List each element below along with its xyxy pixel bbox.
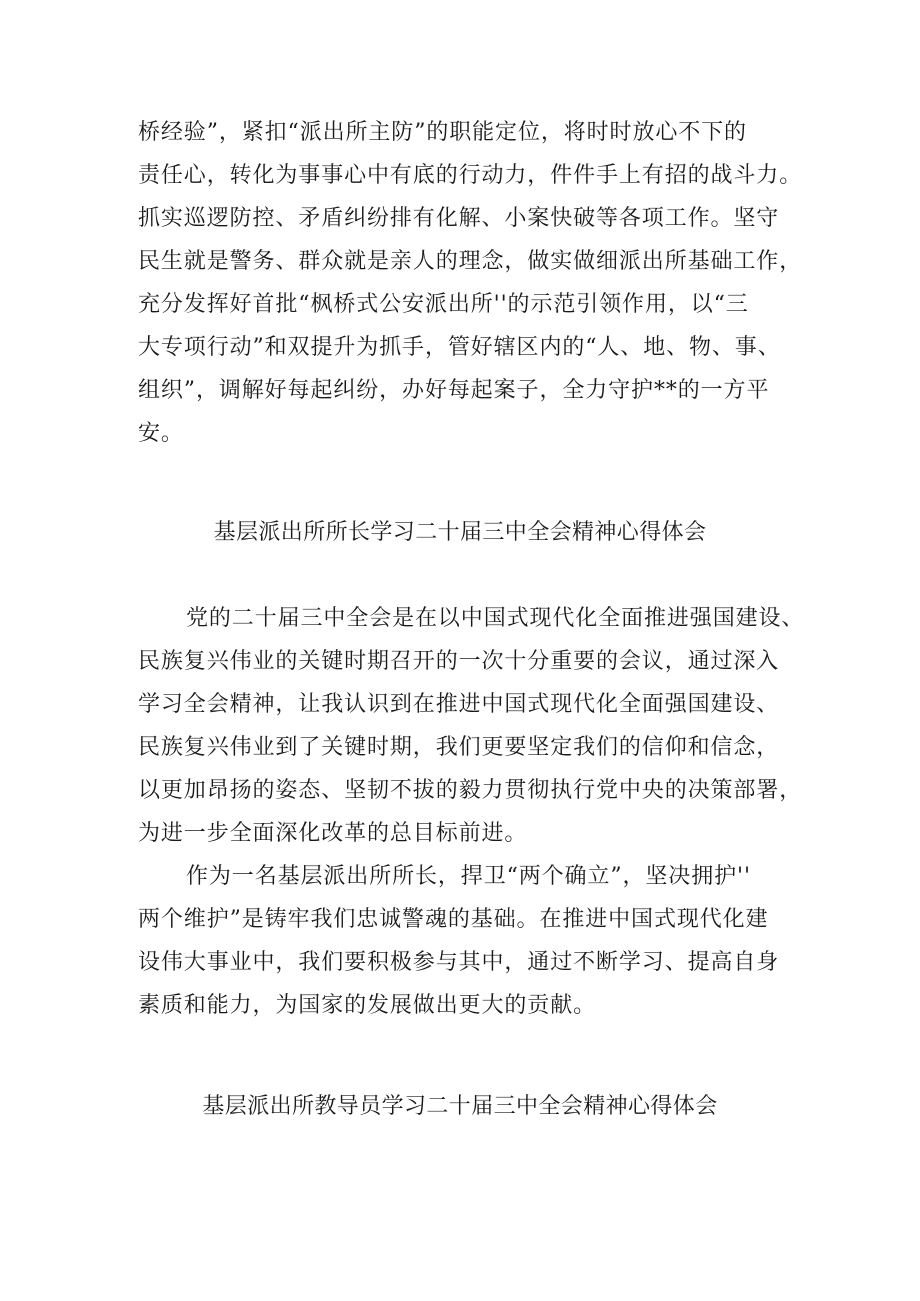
body-line: 安。	[138, 421, 184, 446]
body-line: 两个维护”是铸牢我们忠诚警魂的基础。在推进中国式现代化建	[138, 907, 769, 932]
body-line: 学习全会精神，让我认识到在推进中国式现代化全面强国建设、	[138, 692, 780, 717]
body-line: 为进一步全面深化改革的总目标前进。	[138, 821, 528, 846]
body-line: 素质和能力，为国家的发展做出更大的贡献。	[138, 993, 597, 1018]
body-line: 责任心，转化为事事心中有底的行动力，件件手上有招的战斗力。	[138, 163, 803, 188]
article-title: 基层派出所所长学习二十届三中全会精神心得体会	[213, 520, 707, 545]
body-line: 党的二十届三中全会是在以中国式现代化全面推进强国建设、	[186, 606, 805, 631]
body-line: 作为一名基层派出所所长，捍卫“两个确立”，坚决拥护''	[186, 864, 751, 889]
body-line: 设伟大事业中，我们要积极参与其中，通过不断学习、提高自身	[138, 950, 780, 975]
body-line: 充分发挥好首批“枫桥式公安派出所''的示范引领作用，以“三	[138, 292, 749, 317]
body-line: 以更加昂扬的姿态、坚韧不拔的毅力贯彻执行党中央的决策部署，	[138, 778, 803, 803]
body-line: 抓实巡逻防控、矛盾纠纷排有化解、小案快破等各项工作。坚守	[138, 206, 780, 231]
body-line: 民族复兴伟业到了关键时期，我们更要坚定我们的信仰和信念，	[138, 735, 780, 760]
body-line: 组织”，调解好每起纠纷，办好每起案子，全力守护**的一方平	[138, 378, 770, 403]
body-line: 民族复兴伟业的关键时期召开的一次十分重要的会议，通过深入	[138, 649, 780, 674]
body-line: 桥经验”，紧扣“派出所主防”的职能定位，将时时放心不下的	[138, 120, 747, 145]
body-line: 大专项行动”和双提升为抓手，管好辖区内的“人、地、物、事、	[138, 335, 781, 360]
body-line: 民生就是警务、群众就是亲人的理念，做实做细派出所基础工作，	[138, 249, 803, 274]
article-title: 基层派出所教导员学习二十届三中全会精神心得体会	[202, 1094, 718, 1119]
